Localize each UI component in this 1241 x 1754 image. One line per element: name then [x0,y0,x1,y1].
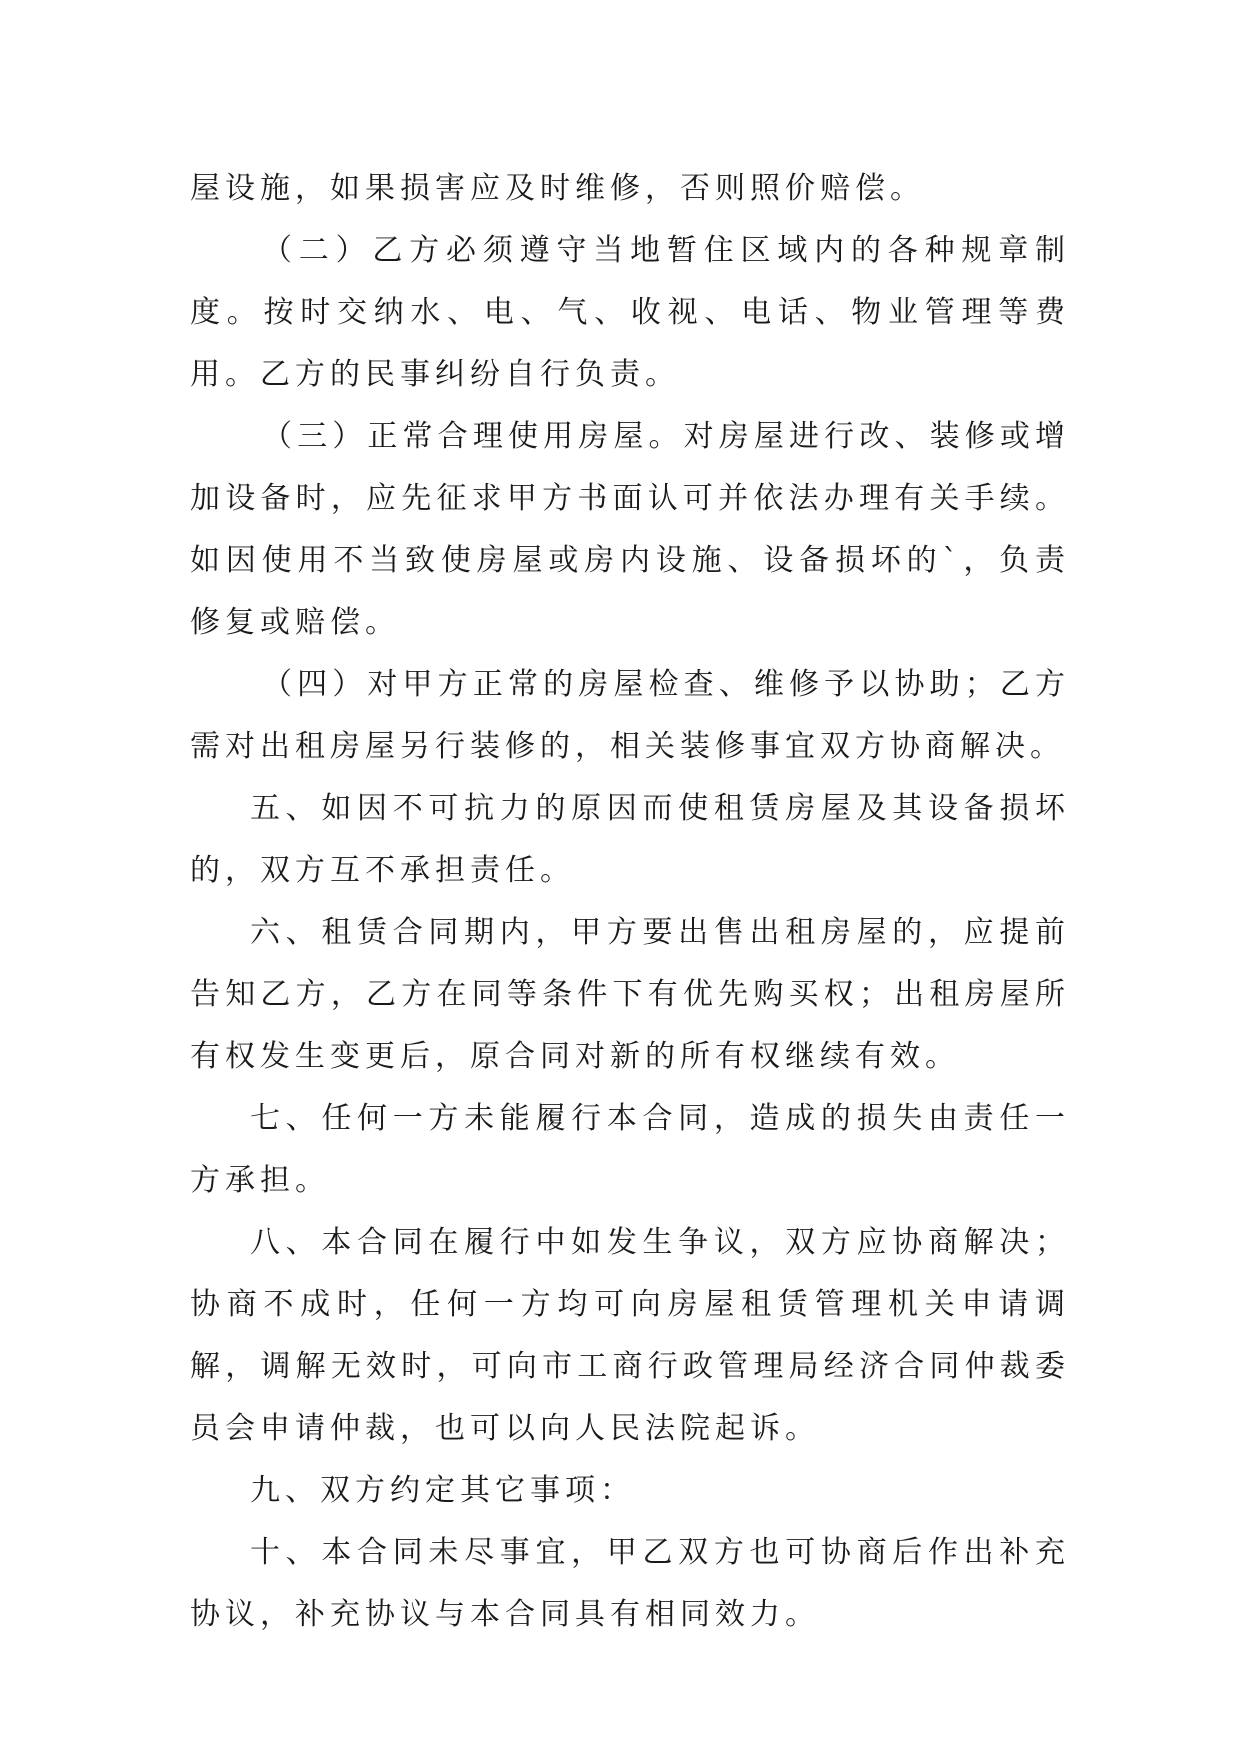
paragraph-article-8: 八、本合同在履行中如发生争议，双方应协商解决；协商不成时，任何一方均可向房屋租赁管理机关申请调解，调解无效时，可向市工商行政管理局经济合同仲裁委员会申请仲裁，也可以向人民法院起诉。 [190,1225,1070,1446]
paragraph-continuation: 屋设施，如果损害应及时维修，否则照价赔偿。 [190,171,925,206]
paragraph-article-6: 六、租赁合同期内，甲方要出售出租房屋的，应提前告知乙方，乙方在同等条件下有优先购买权；出租房屋所有权发生变更后，原合同对新的所有权继续有效。 [190,915,1070,1074]
paragraph-clause-2: （二）乙方必须遵守当地暂住区域内的各种规章制度。按时交纳水、电、气、收视、电话、物业管理等费用。乙方的民事纠纷自行负责。 [190,233,1070,392]
paragraph-article-9: 九、双方约定其它事项： [250,1473,635,1508]
paragraph-clause-4: （四）对甲方正常的房屋检查、维修予以协助；乙方需对出租房屋另行装修的，相关装修事宜双方协商解决。 [190,667,1070,764]
paragraph-article-5: 五、如因不可抗力的原因而使租赁房屋及其设备损坏的，双方互不承担责任。 [190,791,1070,888]
paragraph-clause-3: （三）正常合理使用房屋。对房屋进行改、装修或增加设备时，应先征求甲方书面认可并依法办理有关手续。如因使用不当致使房屋或房内设施、设备损坏的`，负责修复或赔偿。 [190,419,1070,640]
paragraph-article-7: 七、任何一方未能履行本合同，造成的损失由责任一方承担。 [190,1101,1070,1198]
document-body [190,158,1070,1646]
paragraph-article-10: 十、本合同未尽事宜，甲乙双方也可协商后作出补充协议，补充协议与本合同具有相同效力。 [190,1535,1070,1632]
